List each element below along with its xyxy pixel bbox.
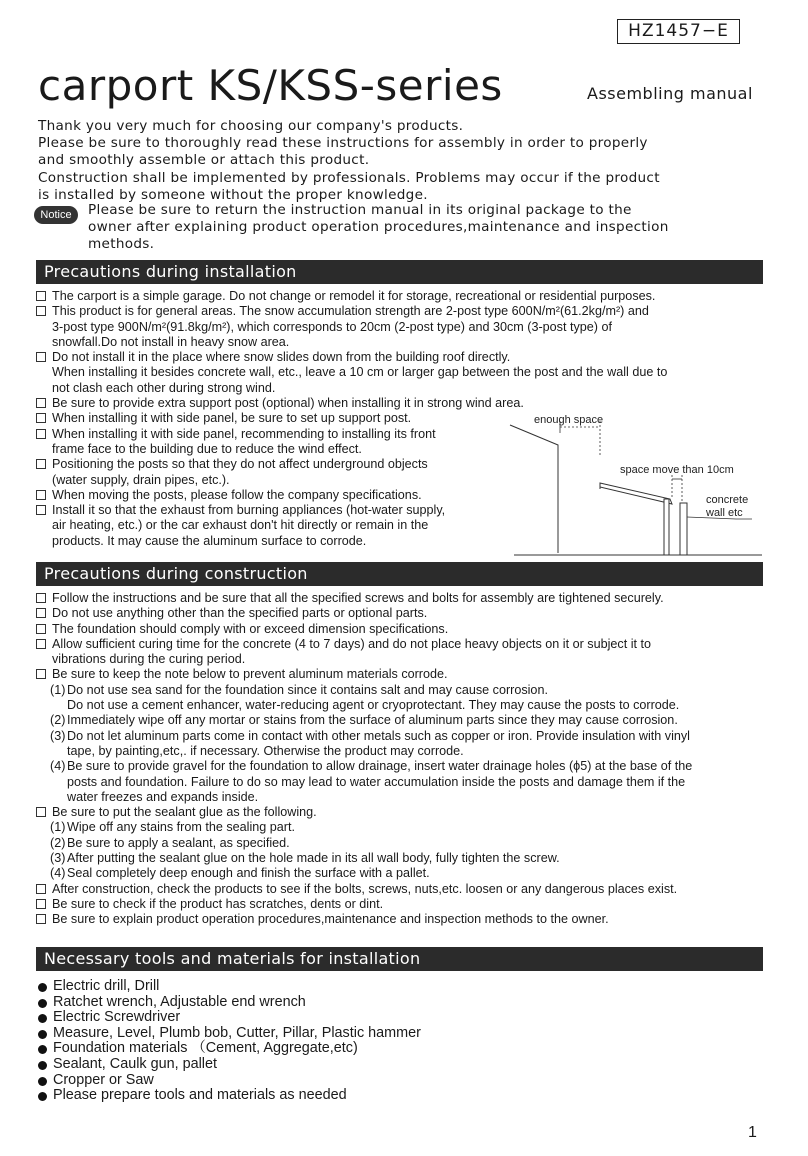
intro-paragraph: [38, 118, 778, 204]
checkbox-icon: [36, 429, 46, 439]
list-item: [36, 667, 781, 682]
item-line: frame face to the building due to reduce the wind effect.: [52, 441, 362, 456]
bullet-icon: [38, 1030, 47, 1039]
section-heading-installation: Precautions during installation: [36, 260, 763, 284]
item-line: not clash each other during strong wind.: [52, 380, 276, 395]
tool-text: Ratchet wrench, Adjustable end wrench: [53, 993, 306, 1010]
list-item: [36, 882, 781, 897]
checkbox-icon: [36, 639, 46, 649]
item-line: Be sure to explain product operation procedures,maintenance and inspection methods to the owner.: [52, 912, 609, 927]
checkbox-icon: [36, 306, 46, 316]
list-item: [36, 622, 781, 637]
checkbox-icon: [36, 884, 46, 894]
bullet-icon: [38, 983, 47, 992]
tool-text: Sealant, Caulk gun, pallet: [53, 1055, 218, 1072]
checkbox-icon: [36, 914, 46, 924]
label-enough-space: enough space: [534, 414, 604, 426]
note-text: Do not use sea sand for the foundation since it contains salt and may cause corrosion.: [67, 682, 548, 697]
intro-line: Please be sure to thoroughly read these instructions for assembly in order to properly: [38, 135, 648, 152]
tool-item: [38, 995, 421, 1011]
carport-installation-diagram: [500, 405, 780, 560]
page-title: carport KS/KSS-series: [38, 61, 503, 110]
note-continuation: posts and foundation. Failure to do so may lead to water accumulation inside the posts and damage them if the: [67, 774, 686, 789]
tool-text: Electric drill, Drill: [53, 978, 160, 994]
note-number: (4): [50, 759, 66, 774]
document-code: HZ1457−E: [617, 19, 740, 44]
section-heading-tools: Necessary tools and materials for installation: [36, 947, 763, 971]
notice-line: Please be sure to return the instruction manual in its original package to the: [88, 202, 632, 218]
item-line: Allow sufficient curing time for the concrete (4 to 7 days) and do not place heavy objects on it or subject it to: [52, 636, 651, 651]
item-line: 3-post type 900N/m²(91.8kg/m²), which corresponds to 20cm (2-post type) and 30cm (3-post type) of: [52, 319, 612, 334]
tool-text: Measure, Level, Plumb bob, Cutter, Pillar, Plastic hammer: [53, 1024, 421, 1041]
numbered-step: [36, 866, 781, 881]
item-line: Be sure to check if the product has scratches, dents or dint.: [52, 896, 384, 911]
item-line: After construction, check the products to see if the bolts, screws, nuts,etc. loosen or any dangerous places exist.: [52, 881, 678, 896]
bullet-icon: [38, 1092, 47, 1101]
item-line: snowfall.Do not install in heavy snow area.: [52, 334, 290, 349]
note-number: (1): [50, 682, 66, 697]
notice-line: owner after explaining product operation procedures,maintenance and inspection: [88, 219, 669, 236]
section-heading-construction: Precautions during construction: [36, 562, 763, 586]
item-line: Be sure to provide extra support post (optional) when installing it in strong wind area.: [52, 396, 524, 411]
item-line: When moving the posts, please follow the company specifications.: [52, 487, 422, 502]
checkbox-icon: [36, 459, 46, 469]
list-item: [36, 897, 781, 912]
tool-item: [38, 1010, 421, 1026]
tool-item: [38, 979, 421, 995]
checkbox-icon: [36, 669, 46, 679]
tools-list: [38, 979, 421, 1104]
numbered-step: [36, 820, 781, 835]
step-text: Seal completely deep enough and finish the surface with a pallet.: [67, 866, 430, 881]
item-line: Do not install it in the place where snow slides down from the building roof directly.: [52, 350, 511, 365]
checkbox-icon: [36, 624, 46, 634]
checkbox-icon: [36, 899, 46, 909]
checkbox-icon: [36, 413, 46, 423]
bullet-icon: [38, 1061, 47, 1070]
checkbox-icon: [36, 807, 46, 817]
item-line: vibrations during the curing period.: [52, 652, 246, 667]
tool-text: Electric Screwdriver: [53, 1009, 181, 1026]
tool-item: [38, 1073, 421, 1089]
checkbox-icon: [36, 352, 46, 362]
item-line: air heating, etc.) or the car exhaust don't hit directly or remain in the: [52, 518, 429, 533]
concrete-wall: [680, 503, 687, 555]
tool-item: [38, 1041, 421, 1057]
label-wall-etc: wall etc: [706, 507, 743, 519]
step-text: Be sure to apply a sealant, as specified.: [67, 835, 290, 850]
list-item: [36, 606, 781, 621]
note-number: (2): [50, 713, 66, 728]
note-continuation: tape, by painting,etc,. if necessary. Otherwise the product may corrode.: [67, 743, 464, 758]
numbered-note: [36, 713, 781, 728]
notice-badge: Notice: [34, 206, 78, 224]
tool-item: [38, 1057, 421, 1073]
notice-text: [88, 202, 778, 254]
numbered-note: [36, 683, 781, 698]
building-eave-line: [510, 425, 558, 553]
item-line: When installing it besides concrete wall, etc., leave a 10 cm or larger gap between the post and the wall due to: [52, 365, 668, 380]
item-line: Follow the instructions and be sure that all the specified screws and bolts for assembly are tightened securely.: [52, 591, 664, 605]
note-text: Immediately wipe off any mortar or stains from the surface of aluminum parts since they may cause corrosion.: [67, 713, 678, 728]
list-item: [36, 805, 781, 820]
item-line: This product is for general areas. The snow accumulation strength are 2-post type 600N/m²(61.2kg/m²) and: [52, 304, 649, 319]
item-line: Be sure to put the sealant glue as the following.: [52, 805, 317, 820]
list-item: [36, 637, 781, 668]
list-item: [36, 591, 781, 606]
note-number: (3): [50, 728, 66, 743]
item-line: Positioning the posts so that they do not affect underground objects: [52, 457, 428, 472]
note-text: Do not let aluminum parts come in contact with other metals such as copper or iron. Provide insulation with vinyl: [67, 728, 690, 743]
list-item: [36, 304, 781, 350]
list-item: [36, 350, 781, 396]
intro-line: Thank you very much for choosing our company's products.: [38, 118, 464, 134]
numbered-step: [36, 836, 781, 851]
bullet-icon: [38, 1045, 47, 1054]
step-number: (4): [50, 866, 66, 881]
bullet-icon: [38, 1014, 47, 1023]
step-text: Wipe off any stains from the sealing part.: [67, 820, 295, 835]
step-number: (3): [50, 851, 66, 866]
tool-text: Foundation materials （Cement, Aggregate,etc): [53, 1040, 358, 1057]
bullet-icon: [38, 999, 47, 1008]
tool-text: Cropper or Saw: [53, 1071, 154, 1088]
item-line: (water supply, drain pipes, etc.).: [52, 472, 230, 487]
item-line: The carport is a simple garage. Do not change or remodel it for storage, recreational or residential purposes.: [52, 289, 656, 303]
checkbox-icon: [36, 593, 46, 603]
intro-line: is installed by someone without the proper knowledge.: [38, 186, 428, 203]
item-line: When installing it with side panel, be sure to set up support post.: [52, 411, 412, 426]
numbered-step: [36, 851, 781, 866]
numbered-note: [36, 729, 781, 744]
note-continuation: Do not use a cement enhancer, water-reducing agent or cryoprotectant. They may cause the posts to corrode.: [67, 698, 680, 713]
checkbox-icon: [36, 490, 46, 500]
tool-item: [38, 1088, 421, 1104]
item-line: When installing it with side panel, recommending to installing its front: [52, 426, 436, 441]
item-line: Do not use anything other than the specified parts or optional parts.: [52, 606, 428, 621]
tool-text: Please prepare tools and materials as needed: [53, 1087, 347, 1104]
note-continuation: water freezes and expands inside.: [67, 789, 259, 804]
list-item: [36, 912, 781, 927]
intro-line: Construction shall be implemented by professionals. Problems may occur if the product: [38, 169, 660, 186]
list-item: [36, 289, 781, 304]
item-line: Install it so that the exhaust from burning appliances (hot-water supply,: [52, 503, 446, 518]
item-line: Be sure to keep the note below to prevent aluminum materials corrode.: [52, 667, 448, 682]
item-line: products. It may cause the aluminum surface to corrode.: [52, 533, 367, 548]
checkbox-icon: [36, 291, 46, 301]
label-concrete: concrete: [706, 494, 749, 506]
step-text: After putting the sealant glue on the hole made in its all wall body, fully tighten the screw.: [67, 851, 560, 866]
page-subtitle: Assembling manual: [587, 84, 753, 103]
note-text: Be sure to provide gravel for the foundation to allow drainage, insert water drainage holes (ϕ5) at the base of the: [67, 759, 693, 774]
carport-post: [664, 499, 669, 555]
numbered-note: [36, 759, 781, 774]
page-number: 1: [748, 1124, 757, 1141]
label-space-more: space move than 10cm: [620, 464, 734, 476]
checkbox-icon: [36, 505, 46, 515]
carport-roof: [600, 483, 672, 504]
notice-line: methods.: [88, 236, 155, 253]
checkbox-icon: [36, 398, 46, 408]
item-line: The foundation should comply with or exceed dimension specifications.: [52, 621, 449, 636]
step-number: (2): [50, 835, 66, 850]
step-number: (1): [50, 820, 66, 835]
checkbox-icon: [36, 608, 46, 618]
bullet-icon: [38, 1077, 47, 1086]
intro-line: and smoothly assemble or attach this product.: [38, 152, 370, 169]
construction-list: [36, 591, 781, 928]
